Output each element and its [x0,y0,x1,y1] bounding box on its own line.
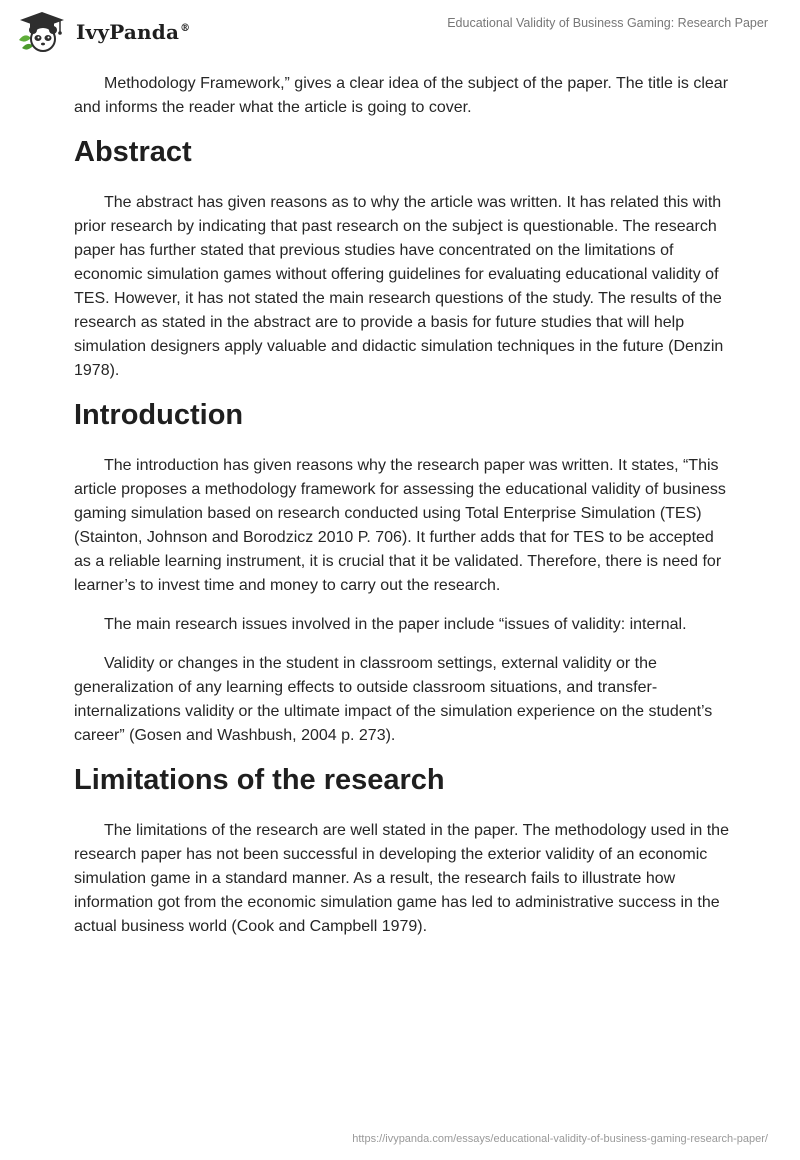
registered-mark: ® [180,23,191,35]
heading-introduction: Introduction [74,399,244,431]
heading-limitations: Limitations of the research [74,764,445,796]
panda-graduate-icon [16,10,68,54]
introduction-paragraph-3: Validity or changes in the student in classroom settings, external validity or the generalization of any learning effects to outside classroom situations, and transfer-internalizations validity or the ultimate impact of the simulation experience on the student’s career” (Gosen and Washbush, 2004 p. 273). [74,655,713,744]
abstract-paragraph: The abstract has given reasons as to why the article was written. It has related this with prior research by indicating that past research on the subject is questionable. The research paper has further stated that previous studies have concentrated on the limitations of economic simulation games without offering guidelines for evaluating educational validity of TES. However, it has not stated the main research questions of the study. The results of the research as stated in the abstract are to provide a basis for future studies that will help simulation designers apply valuable and didactic simulation techniques in the future (Denzin 1978). [74,194,724,379]
page-header [0,0,800,70]
introduction-paragraph-2: The main research issues involved in the paper include “issues of validity: internal. [104,616,687,633]
brand-name: IvyPanda® [76,20,191,44]
intro-paragraph: Methodology Framework,” gives a clear idea of the subject of the paper. The title is clear and informs the reader what the article is going to cover. [74,75,729,116]
essay-body [74,72,734,954]
document-title: Educational Validity of Business Gaming: Research Paper [447,16,768,30]
source-url[interactable]: https://ivypanda.com/essays/educational-validity-of-business-gaming-research-paper/ [352,1133,768,1145]
limitations-paragraph: The limitations of the research are well stated in the paper. The methodology used in the research paper has not been successful in developing the exterior validity of an economic simulation game in a standard manner. As a result, the research fails to illustrate how information got from the economic simulation game has led to administrative success in the actual business world (Cook and Campbell 1979). [74,822,729,935]
introduction-paragraph-1: The introduction has given reasons why the research paper was written. It states, “This article proposes a methodology framework for assessing the educational validity of business gaming simulation based on research conducted using Total Enterprise Simulation (TES) (Stainton, Johnson and Borodzicz 2010 P. 706). It further adds that for TES to be accepted as a reliable learning instrument, it is crucial that it be validated. Therefore, there is need for learner’s to invest time and money to carry out the research. [74,457,726,594]
ivypanda-logo[interactable] [16,10,190,54]
heading-abstract: Abstract [74,136,192,168]
